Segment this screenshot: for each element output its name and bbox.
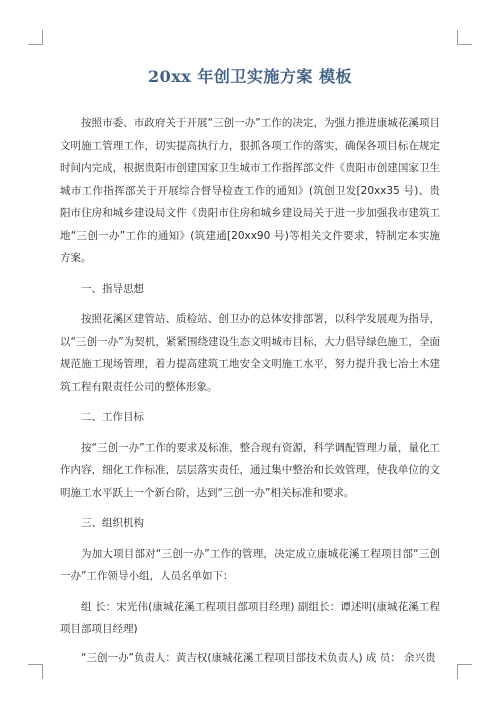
- crop-mark-top-left: [28, 30, 43, 45]
- leadership-members-paragraph: 组 长：宋光伟(康城花溪工程项目部项目经理) 副组长：谭述明(康城花溪工程项目部项目经理): [60, 600, 440, 635]
- section-heading-guiding-ideology: 一、指导思想: [81, 282, 144, 295]
- guiding-ideology-paragraph: 按照花溪区建管站、质检站、创卫办的总体安排部署，以科学发展观为指导，以“三创一办”为契机，紧紧围绕建设生态文明城市目标，大力倡导绿色施工，全面规范施工现场管理，着力提高建筑工地安全文明施工水平，努力提升我七冶土木建筑工程有限责任公司的整体形象。: [60, 313, 440, 393]
- responsible-person-paragraph: “三创一办”负责人：黄吉权(康城花溪工程项目部技术负责人) 成 员： 余兴贵: [81, 651, 436, 664]
- crop-mark-bottom-right: [457, 664, 472, 679]
- section-heading-organization: 三、组织机构: [81, 517, 144, 529]
- intro-paragraph: 按照市委、市政府关于开展“三创一办”工作的决定，为强力推进康城花溪项目文明施工管理工作，切实提高执行力，狠抓各项工作的落实，确保各项目标在规定时间内完成，根据贵阳市创建国家卫生城市工作指挥部文件《贵阳市创建国家卫生城市工作指挥部关于开展综合督导检查工作的通知》(筑创卫发[20xx35 号)、贵阳市住房和城乡建设局文件《贵阳市住房和城乡建设局关于进一步加强我市建筑工地“三创一办”工作的通知》(筑建通[20xx90 号)等相关文件要求，特制定本实施方案。: [60, 117, 440, 264]
- section-heading-work-goals: 二、工作目标: [81, 411, 144, 423]
- work-goals-paragraph: 按“三创一办”工作的要求及标准，整合现有资源，科学调配管理力量，量化工作内容，细化工作标准，层层落实责任，通过集中整治和长效管理，使我单位的文明施工水平跃上一个新台阶，达到“三创一办”相关标准和要求。: [60, 441, 440, 499]
- document-title: 20xx 年创卫实施方案 模板: [148, 67, 352, 86]
- document-body: [60, 112, 440, 675]
- organization-paragraph: 为加大项目部对“三创一办”工作的管理，决定成立康城花溪工程项目部“三创一办”工作领导小组，人员名单如下：: [60, 547, 440, 582]
- crop-mark-top-right: [457, 30, 472, 45]
- crop-mark-bottom-left: [28, 664, 43, 679]
